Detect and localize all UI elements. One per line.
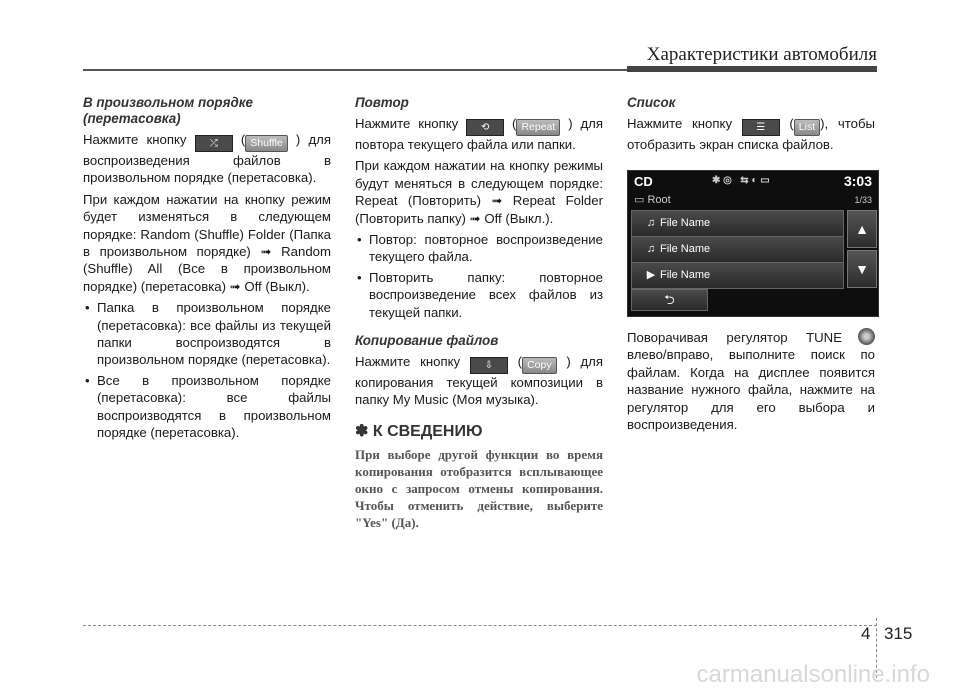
shuffle-modes-text: При каждом нажатии на кнопку режим будет изменяться в следующем порядке: Random (Shuffle) Folder (Папка в произвольном порядке) ➟ Random (Shuffle) All (Все в произвольном порядке) (перетасовка) ➟ Off (Выкл).: [83, 191, 331, 294]
copy-intro-post: ) для копирования текущей композиции в папку My Music (Моя музыка).: [355, 354, 604, 408]
column-shuffle: [83, 95, 331, 445]
note-body: При выборе другой функции во время копирования отобразится всплывающее окно с запросом отмены копирования. Чтобы отменить действие, выберите "Yes" (Да).: [355, 447, 603, 531]
shuffle-intro-pre: Нажмите кнопку: [83, 132, 187, 147]
tune-text: [627, 328, 875, 433]
watermark: carmanualsonline.info: [696, 661, 930, 688]
repeat-intro-pre: Нажмите кнопку: [355, 116, 459, 131]
repeat-icon: ⟲: [466, 119, 504, 136]
repeat-bullets: [355, 231, 603, 321]
paren-open: (: [240, 132, 246, 147]
header-bar: [627, 66, 877, 72]
screen-clock: 3:03: [843, 173, 872, 189]
copy-intro-pre: Нажмите кнопку: [355, 354, 461, 370]
folder-icon: ▭: [634, 194, 645, 206]
list-item: • Папка в произвольном порядке (перетасовка): все файлы из текущей папки воспроизводятся в произвольном порядке (перетасовка).: [83, 299, 331, 369]
music-note-icon: ♫: [646, 217, 656, 229]
copy-button: Copy: [522, 357, 557, 374]
repeat-button: Repeat: [516, 119, 560, 136]
copy-icon: ⇩: [470, 357, 508, 374]
list-item: • Все в произвольном порядке (перетасовка): все файлы воспроизводятся в произвольном порядке (перетасовка).: [83, 372, 331, 442]
shuffle-intro: [83, 131, 331, 187]
footer-rule: [83, 625, 877, 626]
list-item: • Повторить папку: повторное воспроизведение всех файлов из текущей папки.: [355, 269, 603, 321]
column-repeat: [355, 95, 603, 531]
list-intro-pre: Нажмите кнопку: [627, 116, 733, 131]
copy-intro: Нажмите кнопку ⇩ ( Copy ) для копирования текущей композиции в папку My Music (Моя музыка).: [355, 354, 604, 408]
play-icon: ▶: [646, 269, 656, 281]
audio-screen-mockup: [627, 170, 879, 317]
list-intro-post: ), чтобы отобразить экран списка файлов.: [627, 116, 875, 152]
list-item: • Повтор: повторное воспроизведение текущего файла.: [355, 231, 603, 266]
column-list: [627, 95, 875, 157]
repeat-modes-text: При каждом нажатии на кнопку режимы будут меняться в следующем порядке: Repeat (Повторить) ➟ Repeat Folder (Повторить папку) ➟ Off (Выкл.).: [355, 158, 603, 226]
screen-track-count: 1/33: [854, 195, 872, 205]
status-icons: ✱ ◎ ⇆ ◐ ▭: [712, 175, 770, 186]
shuffle-button: Shuffle: [245, 135, 288, 152]
list-heading: Список: [627, 95, 676, 110]
shuffle-bullets: [83, 299, 331, 441]
scroll-down-button[interactable]: ▼: [847, 250, 877, 288]
tune-text-pre: Поворачивая регулятор TUNE: [627, 330, 842, 345]
tune-text-body: влево/вправо, выполните поиск по файлам. Когда на дисплее появится название нужного файла, нажмите на регулятор для его выбора и воспроизведения.: [627, 347, 875, 433]
copy-heading: Копирование файлов: [355, 333, 499, 349]
file-row[interactable]: [631, 262, 844, 289]
back-button[interactable]: ⮌: [631, 289, 708, 311]
tune-knob-icon: [858, 328, 875, 345]
file-name: File Name: [660, 243, 711, 255]
repeat-intro-post: ) для повтора текущего файла или папки.: [355, 116, 603, 152]
screen-status-bar: [628, 171, 878, 191]
tune-text-block: [627, 328, 875, 433]
file-name: File Name: [660, 269, 711, 281]
file-name: File Name: [660, 217, 711, 229]
music-note-icon: ♫: [646, 243, 656, 255]
shuffle-heading: В произвольном порядке (перетасовка): [83, 95, 253, 126]
shuffle-icon: ⤮: [195, 135, 233, 152]
screen-source: CD: [634, 174, 653, 189]
file-row[interactable]: [631, 210, 844, 237]
page-number: 315: [884, 624, 913, 643]
scroll-up-button[interactable]: ▲: [847, 210, 877, 248]
list-icon: ☰: [742, 119, 780, 136]
list-button: List: [794, 119, 820, 136]
note-heading: ✽ К СВЕДЕНИЮ: [355, 422, 483, 440]
file-row[interactable]: [631, 236, 844, 263]
repeat-heading: Повтор: [355, 95, 409, 110]
list-intro: Нажмите кнопку ☰ ( List ), чтобы отобразить экран списка файлов.: [627, 116, 875, 152]
chapter-number: 4: [861, 624, 871, 643]
screen-folder-path: [634, 193, 671, 206]
shuffle-intro-post: ) для воспроизведения файлов в произвольном порядке (перетасовка).: [83, 132, 331, 186]
repeat-intro: Нажмите кнопку ⟲ ( Repeat ) для повтора текущего файла или папки.: [355, 116, 603, 152]
folder-name: Root: [647, 194, 671, 206]
page-header-title: Характеристики автомобиля: [646, 44, 877, 65]
